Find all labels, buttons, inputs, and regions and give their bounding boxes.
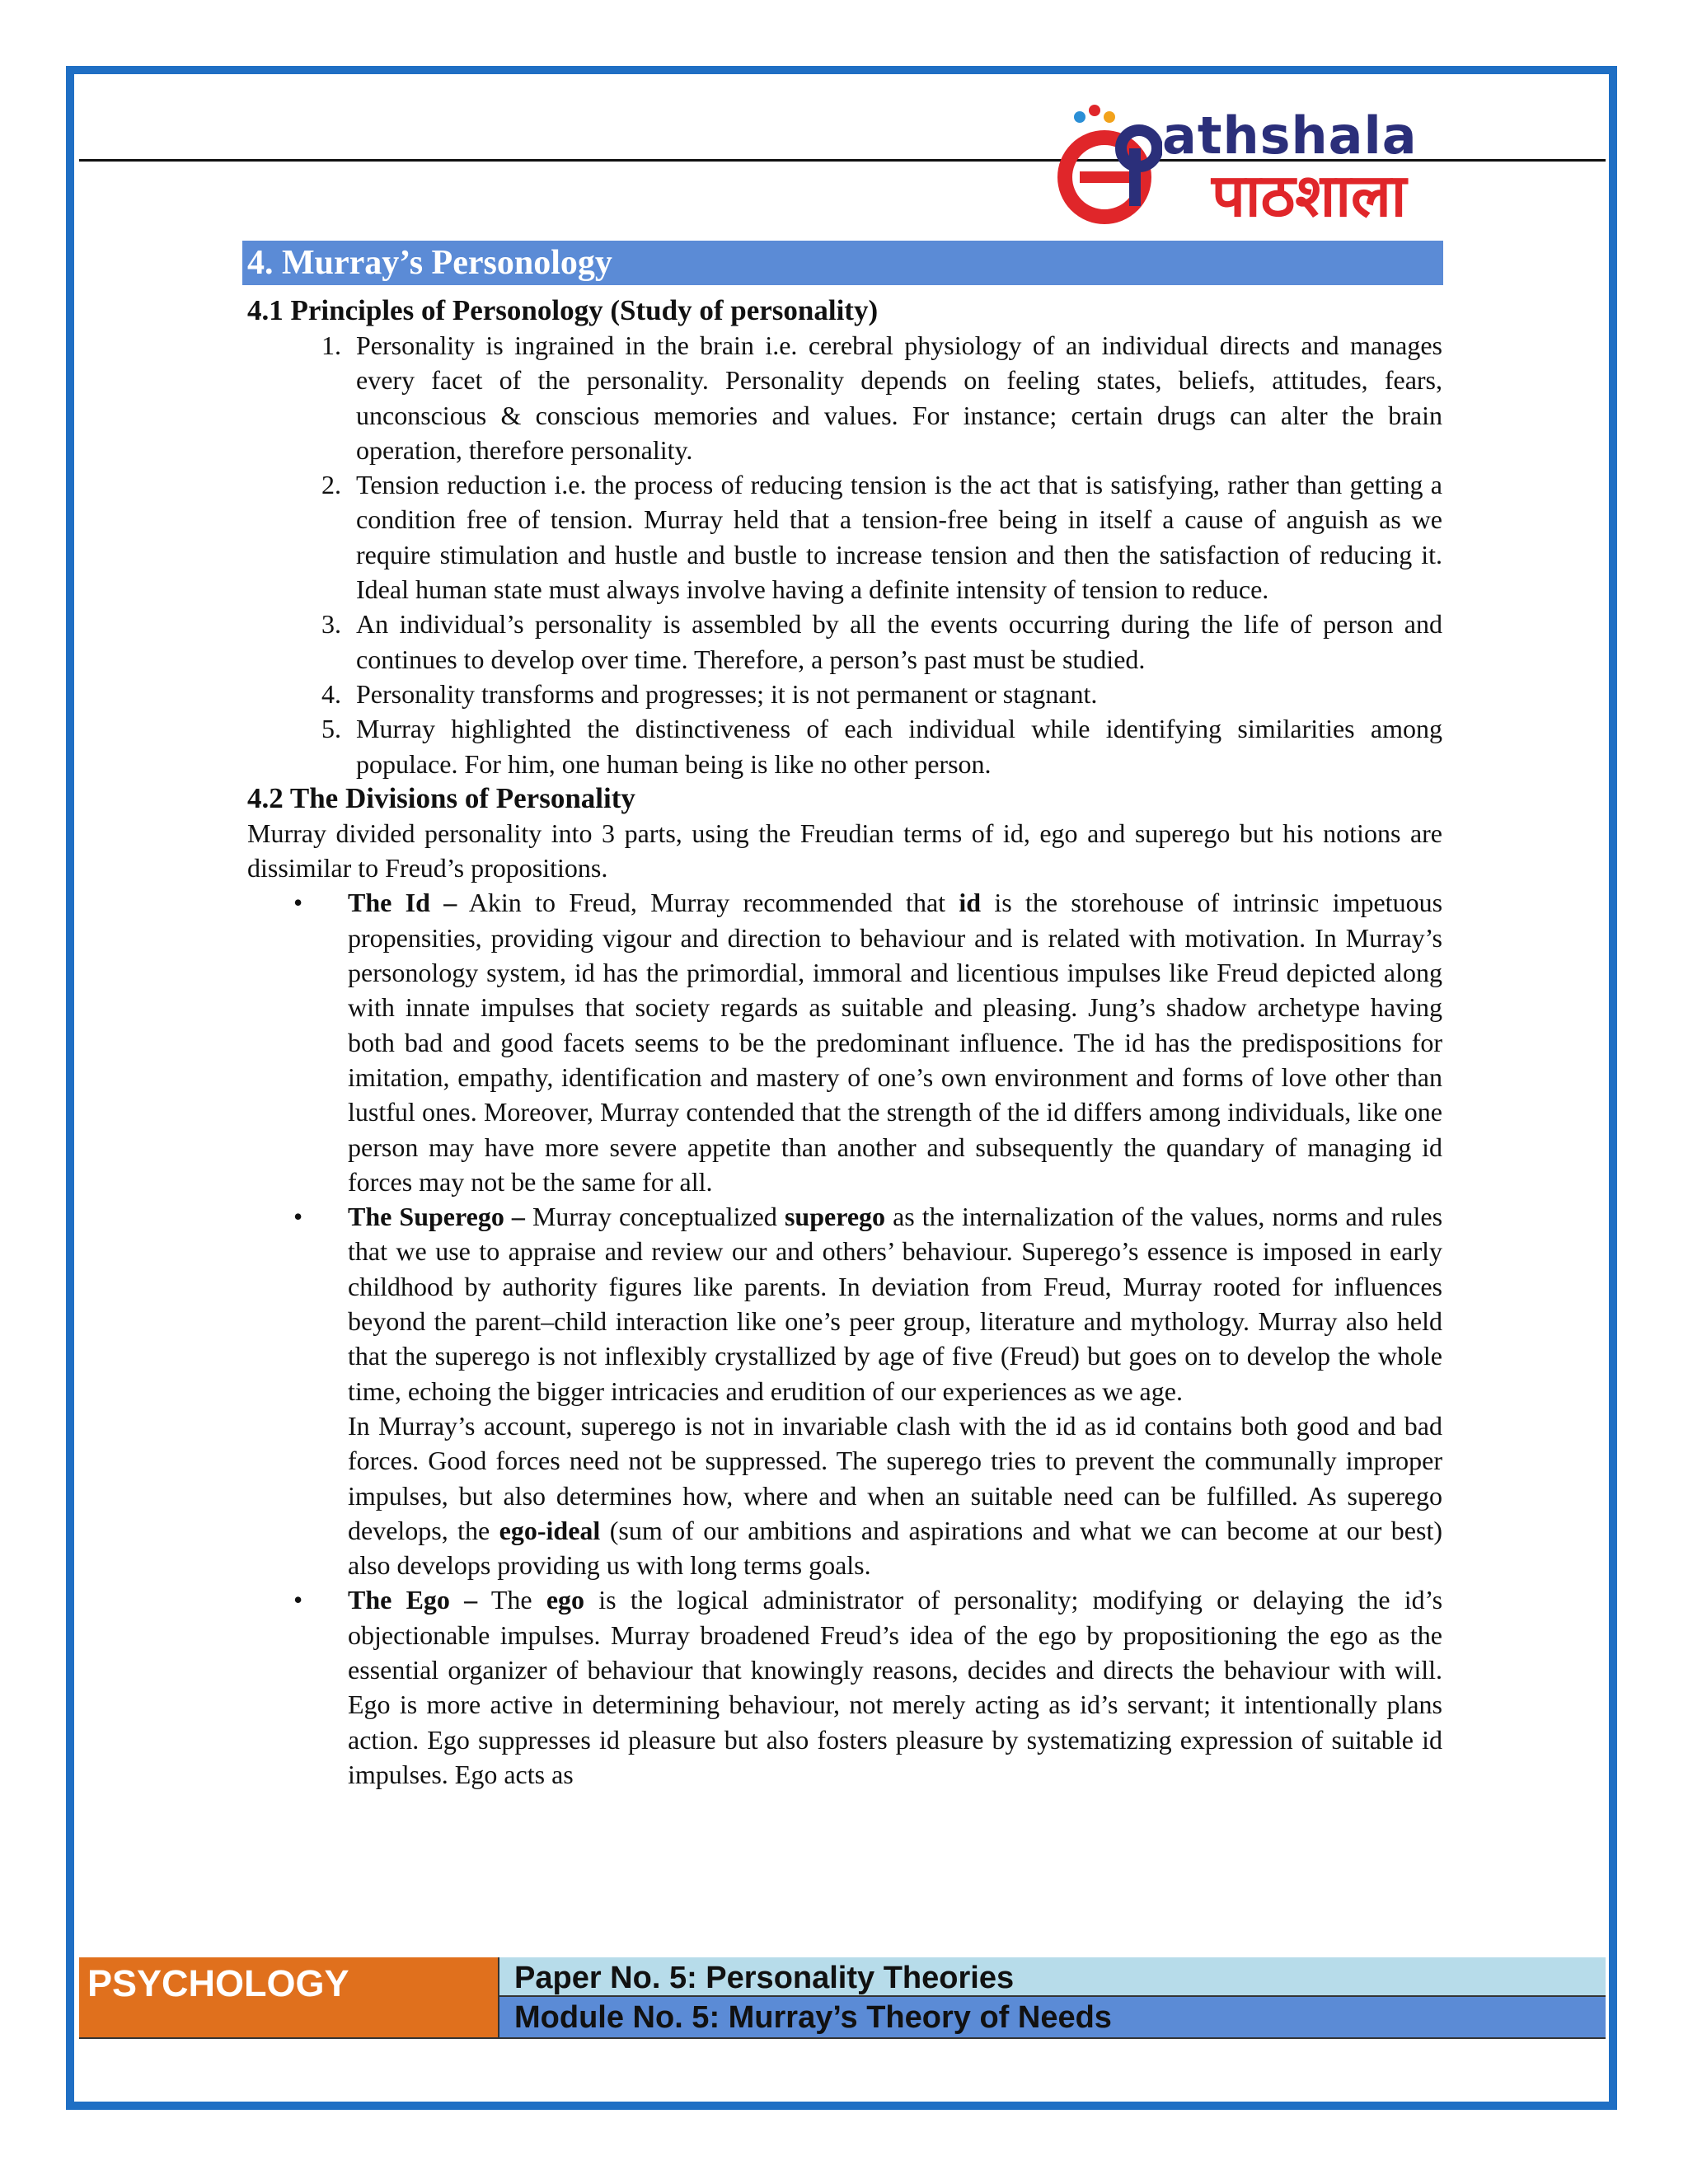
division-label: The Id – (348, 888, 457, 918)
division-text: The (477, 1585, 546, 1615)
division-label: The Superego – (348, 1202, 525, 1232)
division-ego (293, 1582, 1443, 1792)
footer-paper-cell (499, 1957, 1606, 1997)
division-term: id (959, 888, 982, 918)
footer-rule (79, 2037, 1606, 2039)
division-text: Akin to Freud, Murray recommended that (457, 888, 959, 918)
principle-item: 1. Personality is ingrained in the brain i.e. cerebral physiology of an individual directs and manages every facet of the personality. Personality depends on feeling states, beliefs, attitudes, fears, unconscious & conscious memories and values. For instance; certain drugs can alter the brain operation, therefore personality. (348, 328, 1442, 467)
division-text: Murray conceptualized (524, 1202, 785, 1232)
footer-subject-cell (79, 1957, 499, 2037)
principle-item: 4. Personality transforms and progresses; it is not permanent or stagnant. (348, 677, 1442, 711)
footer-table (79, 1957, 1606, 2037)
superego-paragraph-2 (348, 1408, 1442, 1582)
division-term: superego (784, 1202, 886, 1232)
footer-paper: Paper No. 5: Personality Theories (514, 1961, 1015, 1995)
division-id (293, 885, 1443, 1199)
bullet-icon: • (293, 1585, 303, 1615)
principles-heading: 4.1 Principles of Personology (Study of personality) (247, 294, 879, 326)
principle-item: 2. Tension reduction i.e. the process of reducing tension is the act that is satisfying, rather than getting a condition free of tension. Murray held that a tension-free being in itself a cause of anguish as we require stimulation and hustle and bustle to increase tension and then the satisfaction of reducing it. Ideal human state must always involve having a definite intensity of tension to reduce. (348, 467, 1442, 607)
principle-item: 3. An individual’s personality is assembled by all the events occurring during the life of person and continues to develop over time. Therefore, a person’s past must be studied. (348, 607, 1442, 677)
logo-text-english: athshala (1162, 105, 1418, 166)
division-text: as the internalization of the values, norms and rules that we use to appraise and review our and others’ behaviour. Superego’s essence is imposed in early childhood by authority figures like parents. In deviation from Freud, Murray rooted for influences beyond the parent–child interaction like one’s peer group, literature and mythology. Murray also held that the superego is not inflexibly crystallized by age of five (Freud) but goes on to develop the whole time, echoing the bigger intricacies and erudition of our experiences as we age. (348, 1202, 1443, 1406)
divisions-intro: Murray divided personality into 3 parts, using the Freudian terms of id, ego and superego but his notions are dissimilar to Freud’s propositions. (247, 818, 1442, 883)
division-text: (sum of our ambitions and aspirations and what we can become at our best) also develops providing us with long terms goals. (348, 1515, 1443, 1581)
logo-text-hindi: पाठशाला (1212, 161, 1407, 230)
division-text: In Murray’s account, superego is not in invariable clash with the id as id contains both good and bad forces. Good forces need not be suppressed. The superego tries to prevent the communally improper impulses, but also determines how, where and when an suitable need can be fulfilled. As superego develops, the (348, 1410, 1442, 1545)
principles-list (247, 328, 1442, 781)
footer-module-cell (499, 1997, 1606, 2037)
division-superego (293, 1199, 1443, 1582)
footer-module: Module No. 5: Murray’s Theory of Needs (514, 2000, 1112, 2035)
logo-emblem-icon (1047, 99, 1162, 231)
divisions-heading: 4.2 The Divisions of Personality (247, 781, 635, 814)
bullet-icon: • (293, 888, 303, 918)
principle-item: 5. Murray highlighted the distinctiveness of each individual while identifying similarities among populace. For him, one human being is like no other person. (348, 711, 1442, 781)
section-title: 4. Murray’s Personology (247, 244, 612, 282)
epathshala-logo (1047, 99, 1541, 235)
division-term: ego (546, 1585, 585, 1615)
division-label: The Ego – (348, 1585, 478, 1615)
bullet-icon: • (293, 1202, 303, 1232)
division-term: ego-ideal (499, 1515, 601, 1545)
division-text: is the storehouse of intrinsic impetuous propensities, providing vigour and direction to behaviour and is related with motivation. In Murray’s personology system, id has the primordial, immoral and licentious impulses like Freud depicted along with innate impulses that society regards as suitable and pleasing. Jung’s shadow archetype having both bad and good facets seems to be the predominant influence. The id has the predispositions for imitation, empathy, identification and mastery of one’s own environment and forms of love other than lustful ones. Moreover, Murray contended that the strength of the id differs among individuals, like one person may have more severe appetite than another and subsequently the quandary of managing id forces may not be the same for all. (348, 888, 1443, 1197)
footer-subject: PSYCHOLOGY (87, 1962, 349, 2004)
document-body (247, 293, 1442, 1792)
divisions-list (247, 885, 1442, 1792)
division-text: is the logical administrator of personality; modifying or delaying the id’s objectionable impulses. Murray broadened Freud’s idea of the ego by propositioning the ego as the essential organizer of behaviour that knowingly reasons, decides and directs the behaviour with will. Ego is more active in determining behaviour, not merely acting as id’s servant; it intentionally plans action. Ego suppresses id pleasure but also fosters pleasure by systematizing expression of suitable id impulses. Ego acts as (348, 1585, 1443, 1789)
